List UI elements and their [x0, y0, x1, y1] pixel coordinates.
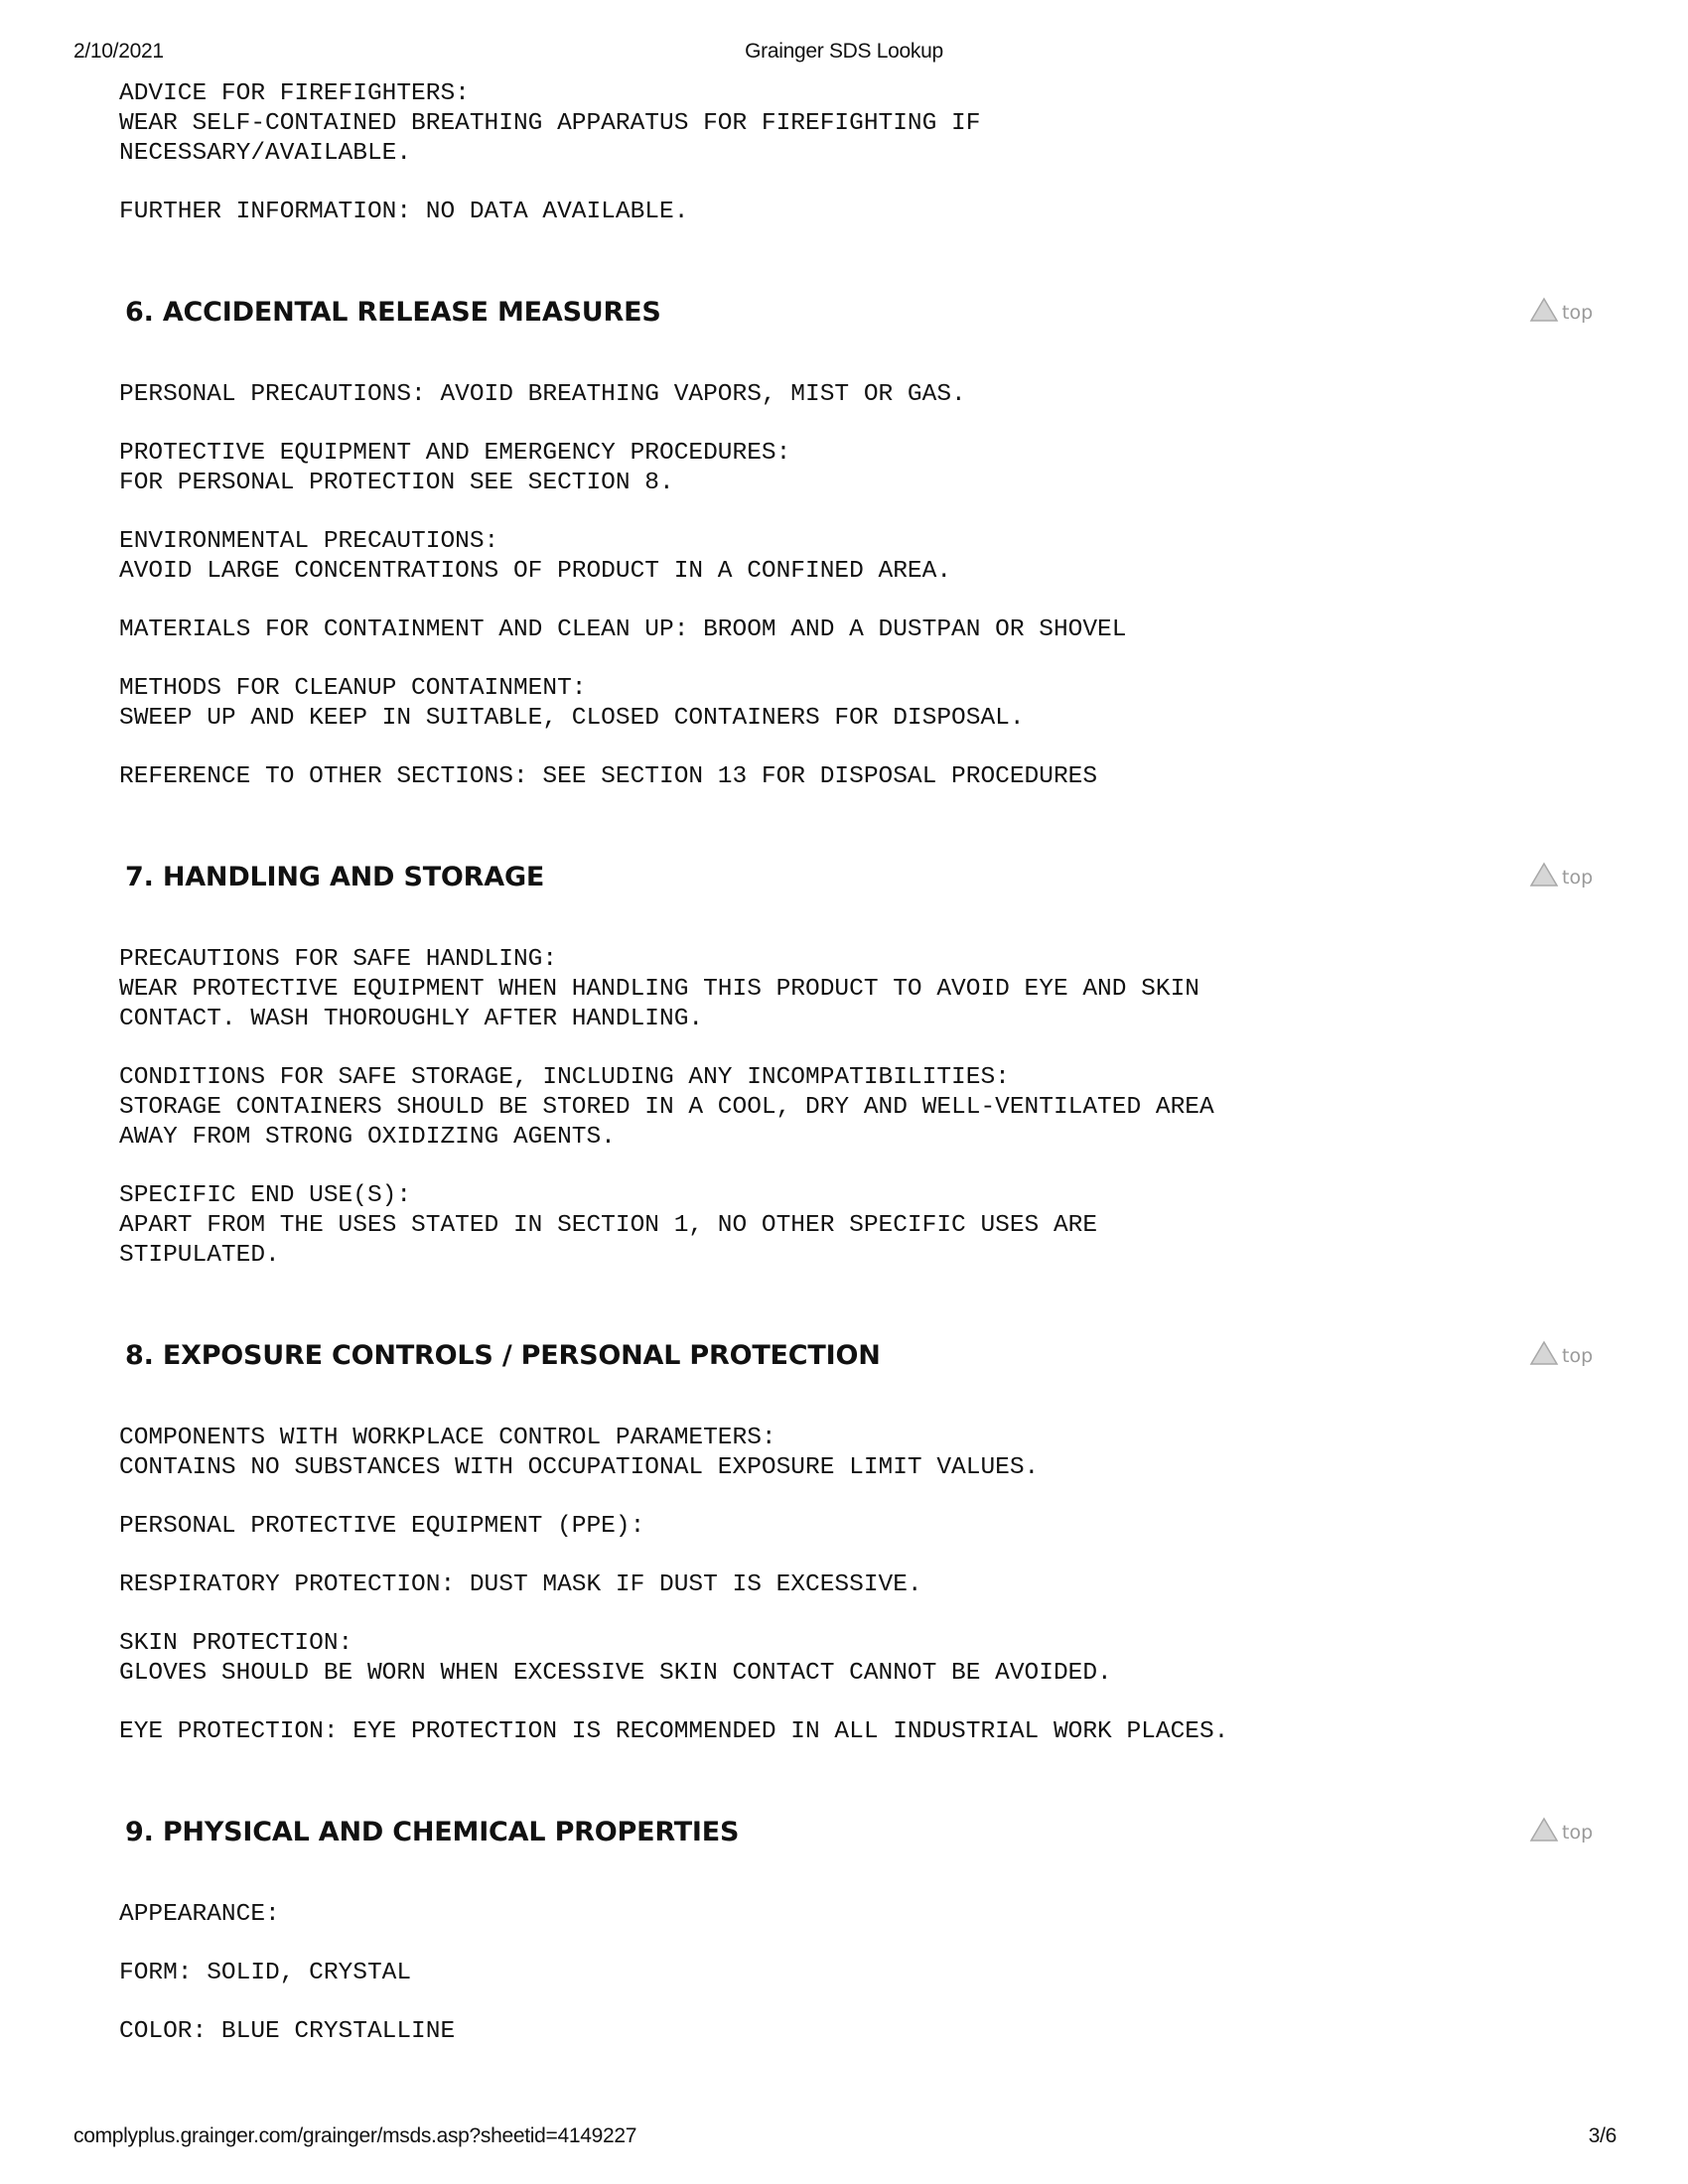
section-header — [119, 1328, 1609, 1388]
section-paragraph: REFERENCE TO OTHER SECTIONS: SEE SECTION 13 FOR DISPOSAL PROCEDURES — [119, 763, 1098, 790]
back-to-top-link[interactable] — [1529, 297, 1593, 323]
section-paragraph: CONDITIONS FOR SAFE STORAGE, INCLUDING ANY INCOMPATIBILITIES: STORAGE CONTAINERS SHOULD BE STORED IN A COOL, DRY AND WELL-VENTILATED AREA AWAY FROM STRONG OXIDIZING AGENTS. — [119, 1064, 1214, 1151]
intro-block — [119, 79, 1609, 227]
section-paragraph: EYE PROTECTION: EYE PROTECTION IS RECOMMENDED IN ALL INDUSTRIAL WORK PLACES. — [119, 1718, 1229, 1745]
section-6 — [119, 285, 1609, 792]
intro-paragraph: FURTHER INFORMATION: NO DATA AVAILABLE. — [119, 199, 689, 225]
section-title: 7. HANDLING AND STORAGE — [125, 862, 545, 892]
section-9 — [119, 1805, 1609, 2047]
section-header — [119, 850, 1609, 909]
section-paragraph: ENVIRONMENTAL PRECAUTIONS: AVOID LARGE CONCENTRATIONS OF PRODUCT IN A CONFINED AREA. — [119, 528, 952, 585]
back-to-top-link[interactable] — [1529, 862, 1593, 887]
section-header — [119, 1805, 1609, 1864]
back-to-top-label: top — [1562, 302, 1594, 324]
section-paragraph: PERSONAL PROTECTIVE EQUIPMENT (PPE): — [119, 1513, 645, 1540]
print-date: 2/10/2021 — [73, 40, 164, 63]
section-paragraph: SKIN PROTECTION: GLOVES SHOULD BE WORN WHEN EXCESSIVE SKIN CONTACT CANNOT BE AVOIDED. — [119, 1630, 1112, 1687]
section-paragraph: FORM: SOLID, CRYSTAL — [119, 1960, 412, 1986]
triangle-up-icon — [1529, 1817, 1559, 1843]
back-to-top-label: top — [1562, 1822, 1594, 1843]
sds-content — [119, 79, 1609, 2047]
section-title: 8. EXPOSURE CONTROLS / PERSONAL PROTECTION — [125, 1340, 881, 1371]
section-paragraph: RESPIRATORY PROTECTION: DUST MASK IF DUST IS EXCESSIVE. — [119, 1571, 922, 1598]
section-8 — [119, 1328, 1609, 1747]
section-paragraph: COLOR: BLUE CRYSTALLINE — [119, 2018, 456, 2045]
print-page-number: 3/6 — [1588, 2124, 1617, 2147]
triangle-up-icon — [1529, 1340, 1559, 1366]
section-title: 9. PHYSICAL AND CHEMICAL PROPERTIES — [125, 1817, 740, 1847]
back-to-top-label: top — [1562, 867, 1594, 888]
section-paragraph: MATERIALS FOR CONTAINMENT AND CLEAN UP: BROOM AND A DUSTPAN OR SHOVEL — [119, 616, 1127, 643]
section-paragraph: PROTECTIVE EQUIPMENT AND EMERGENCY PROCEDURES: FOR PERSONAL PROTECTION SEE SECTION 8. — [119, 440, 791, 496]
print-footer-url: complyplus.grainger.com/grainger/msds.asp?sheetid=4149227 — [73, 2124, 637, 2147]
print-page-title: Grainger SDS Lookup — [745, 40, 943, 63]
section-paragraph: METHODS FOR CLEANUP CONTAINMENT: SWEEP UP AND KEEP IN SUITABLE, CLOSED CONTAINERS FOR DISPOSAL. — [119, 675, 1025, 732]
section-7 — [119, 850, 1609, 1271]
back-to-top-link[interactable] — [1529, 1340, 1593, 1366]
section-header — [119, 285, 1609, 344]
section-paragraph: COMPONENTS WITH WORKPLACE CONTROL PARAMETERS: CONTAINS NO SUBSTANCES WITH OCCUPATIONAL EXPOSURE LIMIT VALUES. — [119, 1425, 1040, 1481]
triangle-up-icon — [1529, 862, 1559, 887]
intro-paragraph: ADVICE FOR FIREFIGHTERS: WEAR SELF-CONTAINED BREATHING APPARATUS FOR FIREFIGHTING IF NECESSARY/AVAILABLE. — [119, 80, 981, 167]
section-paragraph: APPEARANCE: — [119, 1901, 280, 1928]
section-paragraph: PERSONAL PRECAUTIONS: AVOID BREATHING VAPORS, MIST OR GAS. — [119, 381, 966, 408]
back-to-top-link[interactable] — [1529, 1817, 1593, 1843]
triangle-up-icon — [1529, 297, 1559, 323]
section-paragraph: SPECIFIC END USE(S): APART FROM THE USES STATED IN SECTION 1, NO OTHER SPECIFIC USES ARE STIPULATED. — [119, 1182, 1098, 1269]
section-paragraph: PRECAUTIONS FOR SAFE HANDLING: WEAR PROTECTIVE EQUIPMENT WHEN HANDLING THIS PRODUCT TO AVOID EYE AND SKIN CONTACT. WASH THOROUGHLY AFTER HANDLING. — [119, 946, 1199, 1032]
section-title: 6. ACCIDENTAL RELEASE MEASURES — [125, 297, 661, 328]
back-to-top-label: top — [1562, 1345, 1594, 1367]
